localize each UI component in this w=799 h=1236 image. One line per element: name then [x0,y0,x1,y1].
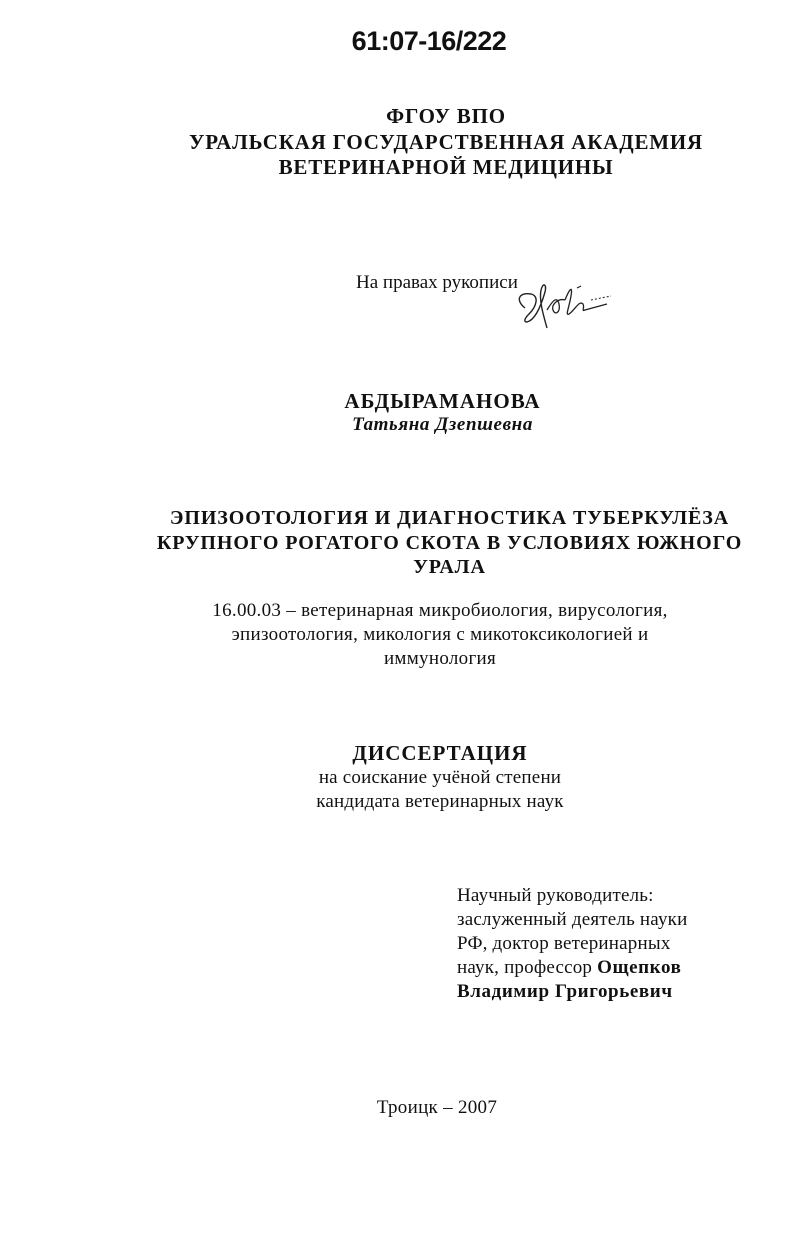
dissertation-title-line-1: ЭПИЗООТОЛОГИЯ И ДИАГНОСТИКА ТУБЕРКУЛЁЗА [169,507,730,529]
work-type: ДИССЕРТАЦИЯ [352,741,528,765]
supervisor-given-names: Владимир Григорьевич [457,981,673,1002]
dissertation-title-line-3: УРАЛА [413,556,486,578]
institution-name-line-2: ВЕТЕРИНАРНОЙ МЕДИЦИНЫ [278,155,614,179]
institution-name-line-1: УРАЛЬСКАЯ ГОСУДАРСТВЕННАЯ АКАДЕМИЯ [189,130,703,154]
supervisor-title-line-1: заслуженный деятель науки [457,909,688,930]
author-given-names: Татьяна Дзепшевна [352,414,533,435]
specialty-line-2: эпизоотология, микология с микотоксикологией и [231,624,649,645]
place-and-year: Троицк – 2007 [376,1097,498,1118]
specialty-line-3: иммунология [383,648,497,669]
supervisor-title-line-2: РФ, доктор ветеринарных [457,933,671,954]
supervisor-title-line-3 [457,957,681,979]
supervisor-rank: наук, профессор [457,957,593,978]
degree-line-1: на соискание учёной степени [318,767,562,788]
supervisor-surname: Ощепков [597,957,682,978]
supervisor-heading: Научный руководитель: [457,885,654,906]
manuscript-rights-note: На правах рукописи [356,272,518,293]
institution-type: ФГОУ ВПО [386,104,506,128]
degree-line-2: кандидата ветеринарных наук [316,791,564,812]
specialty-line-1: 16.00.03 – ветеринарная микробиология, вирусология, [212,600,668,621]
signature [507,270,617,340]
dissertation-title-line-2: КРУПНОГО РОГАТОГО СКОТА В УСЛОВИЯХ ЮЖНОГО [156,532,743,554]
catalog-number: 61:07-16/222 [351,26,507,56]
author-surname: АБДЫРАМАНОВА [344,389,541,413]
